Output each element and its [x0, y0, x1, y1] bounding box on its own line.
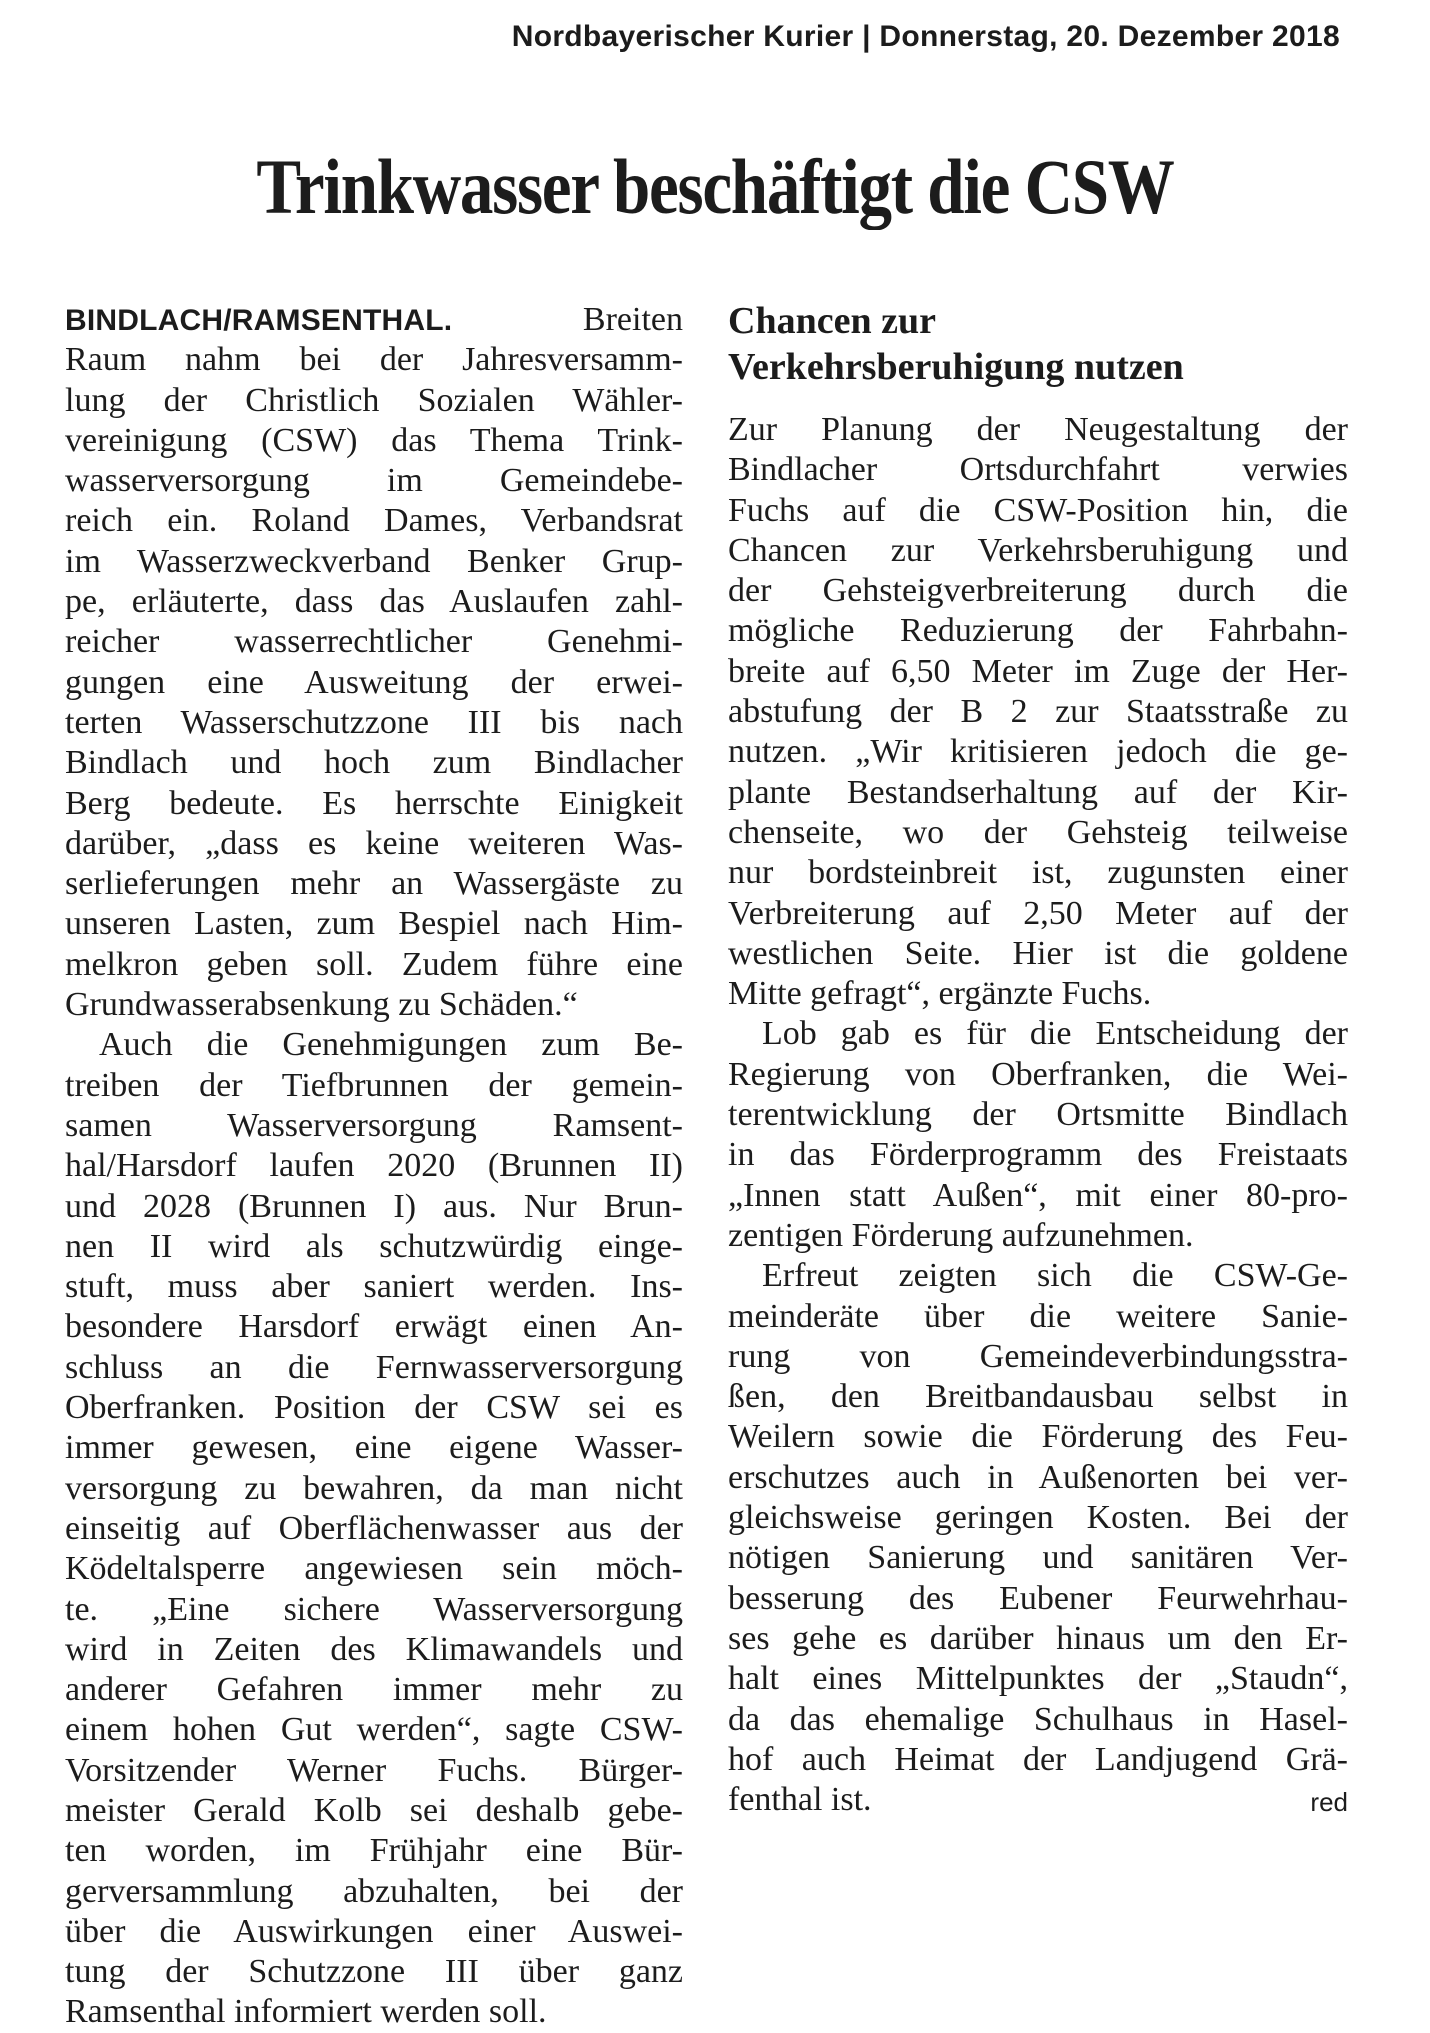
subhead-line: Verkehrsberuhigung nutzen — [728, 346, 1184, 388]
text-line: terten Wasserschutzzone III bis nach — [65, 703, 683, 741]
text-line: reich ein. Roland Dames, Verbandsrat — [65, 502, 683, 540]
text-line: te. „Eine sichere Wasserversorgung — [65, 1590, 683, 1628]
text-line: in das Förderprogramm des Freistaats — [728, 1136, 1348, 1174]
text-line: wasserversorgung im Gemeindebe- — [65, 462, 683, 500]
text-line: einseitig auf Oberflächenwasser aus der — [65, 1509, 683, 1547]
text-line: Vorsitzender Werner Fuchs. Bürger- — [65, 1751, 683, 1789]
headline: Trinkwasser beschäftigt die CSW — [256, 143, 1174, 230]
text-line: treiben der Tiefbrunnen der gemein- — [65, 1066, 683, 1104]
text-line: reicher wasserrechtlicher Genehmi- — [65, 623, 683, 661]
text-line: nötigen Sanierung und sanitären Ver- — [728, 1539, 1348, 1577]
text-line: hof auch Heimat der Landjugend Grä- — [728, 1740, 1348, 1778]
text-line: unseren Lasten, zum Bespiel nach Him- — [65, 905, 683, 943]
text-line: gleichsweise geringen Kosten. Bei der — [728, 1499, 1348, 1537]
subhead-line: Chancen zur — [728, 300, 936, 342]
text-line: darüber, „dass es keine weiteren Was- — [65, 824, 683, 862]
text-line: abstufung der B 2 zur Staatsstraße zu — [728, 693, 1348, 731]
text-line: Fuchs auf die CSW-Position hin, die — [728, 491, 1348, 529]
text-line: plante Bestandserhaltung auf der Kir- — [728, 773, 1348, 811]
text-line: Ködeltalsperre angewiesen sein möch- — [65, 1550, 683, 1588]
text-line: Verbreiterung auf 2,50 Meter auf der — [728, 894, 1348, 932]
text-line: Oberfranken. Position der CSW sei es — [65, 1389, 683, 1427]
text-line: schluss an die Fernwasserversorgung — [65, 1348, 683, 1386]
text-line: einem hohen Gut werden“, sagte CSW- — [65, 1711, 683, 1749]
text-line: im Wasserzweckverband Benker Grup- — [65, 542, 683, 580]
text-line: hal/Harsdorf laufen 2020 (Brunnen II) — [65, 1147, 683, 1185]
text-line: erschutzes auch in Außenorten bei ver- — [728, 1458, 1348, 1496]
text-line: Bindlach und hoch zum Bindlacher — [65, 744, 683, 782]
text-line: wird in Zeiten des Klimawandels und — [65, 1630, 683, 1668]
subheadline — [728, 298, 1348, 390]
first-line — [65, 300, 683, 340]
text-line: über die Auswirkungen einer Auswei- — [65, 1912, 683, 1950]
text-line: immer gewesen, eine eigene Wasser- — [65, 1429, 683, 1467]
text-line: Mitte gefragt“, ergänzte Fuchs. — [728, 975, 1152, 1013]
text-line: Lob gab es für die Entscheidung der — [762, 1015, 1348, 1053]
text-line: nutzen. „Wir kritisieren jedoch die ge- — [728, 733, 1348, 771]
text-line: da das ehemalige Schulhaus in Hasel- — [728, 1700, 1348, 1738]
text-line: der Gehsteigverbreiterung durch die — [728, 572, 1348, 610]
text-line: mögliche Reduzierung der Fahrbahn- — [728, 612, 1348, 650]
text-line: ten worden, im Frühjahr eine Bür- — [65, 1832, 683, 1870]
text-line: meinderäte über die weitere Sanie- — [728, 1297, 1348, 1335]
text-line: Raum nahm bei der Jahresversamm- — [65, 341, 683, 379]
text-line: zentigen Förderung aufzunehmen. — [728, 1216, 1194, 1254]
text-line: Ramsenthal informiert werden soll. — [65, 1993, 547, 2031]
column-2-body — [728, 410, 1348, 1820]
text-line: meister Gerald Kolb sei deshalb gebe- — [65, 1791, 683, 1829]
text-line: ses gehe es darüber hinaus um den Er- — [728, 1619, 1348, 1657]
text-line: Erfreut zeigten sich die CSW-Ge- — [762, 1257, 1348, 1295]
text-line: pe, erläuterte, dass das Auslaufen zahl- — [65, 583, 683, 621]
first-line-rest: Breiten — [582, 301, 683, 338]
text-line: melkron geben soll. Zudem führe eine — [65, 945, 683, 983]
text-line: Chancen zur Verkehrsberuhigung und — [728, 531, 1348, 569]
text-line: fenthal ist. red — [728, 1780, 1348, 1820]
text-line: und 2028 (Brunnen I) aus. Nur Brun- — [65, 1187, 683, 1225]
text-line: Regierung von Oberfranken, die Wei- — [728, 1055, 1348, 1093]
text-line: nen II wird als schutzwürdig einge- — [65, 1227, 683, 1265]
text-line: breite auf 6,50 Meter im Zuge der Her- — [728, 652, 1348, 690]
text-line: gerversammlung abzuhalten, bei der — [65, 1872, 683, 1910]
dateline: BINDLACH/RAMSENTHAL. — [65, 304, 453, 337]
text-line: nur bordsteinbreit ist, zugunsten einer — [728, 854, 1348, 892]
column-1-body — [65, 340, 683, 2032]
text-line: Grundwasserabsenkung zu Schäden.“ — [65, 986, 578, 1024]
text-line: „Innen statt Außen“, mit einer 80-pro- — [728, 1176, 1348, 1214]
text-line: vereinigung (CSW) das Thema Trink- — [65, 421, 683, 459]
text-line: terentwicklung der Ortsmitte Bindlach — [728, 1096, 1348, 1134]
article-column-1 — [65, 300, 683, 2033]
text-line: tung der Schutzzone III über ganz — [65, 1953, 683, 1991]
text-line: rung von Gemeindeverbindungsstra- — [728, 1337, 1348, 1375]
text-line: besserung des Eubener Feurwehrhau- — [728, 1579, 1348, 1617]
text-line: chenseite, wo der Gehsteig teilweise — [728, 813, 1348, 851]
text-line: Weilern sowie die Förderung des Feu- — [728, 1418, 1348, 1456]
text-line: Berg bedeute. Es herrschte Einigkeit — [65, 784, 683, 822]
text-line: stuft, muss aber saniert werden. Ins- — [65, 1268, 683, 1306]
author-signature: red — [1310, 1787, 1348, 1818]
text-line: westlichen Seite. Hier ist die goldene — [728, 934, 1348, 972]
text-line: Zur Planung der Neugestaltung der — [728, 411, 1348, 448]
text-line: halt eines Mittelpunktes der „Staudn“, — [728, 1660, 1348, 1698]
text-line: ßen, den Breitbandausbau selbst in — [728, 1378, 1348, 1416]
text-line: Bindlacher Ortsdurchfahrt verwies — [728, 451, 1348, 489]
text-line: versorgung zu bewahren, da man nicht — [65, 1469, 683, 1507]
text-line: besondere Harsdorf erwägt einen An- — [65, 1308, 683, 1346]
masthead: Nordbayerischer Kurier | Donnerstag, 20. Dezember 2018 — [511, 20, 1340, 53]
text-line: anderer Gefahren immer mehr zu — [65, 1671, 683, 1709]
text-line: samen Wasserversorgung Ramsent- — [65, 1106, 683, 1144]
text-line: gungen eine Ausweitung der erwei- — [65, 663, 683, 701]
article-column-2 — [728, 298, 1348, 1820]
text-line: Auch die Genehmigungen zum Be- — [99, 1026, 683, 1064]
text-line: serlieferungen mehr an Wassergäste zu — [65, 865, 683, 903]
text-line: lung der Christlich Sozialen Wähler- — [65, 381, 683, 419]
